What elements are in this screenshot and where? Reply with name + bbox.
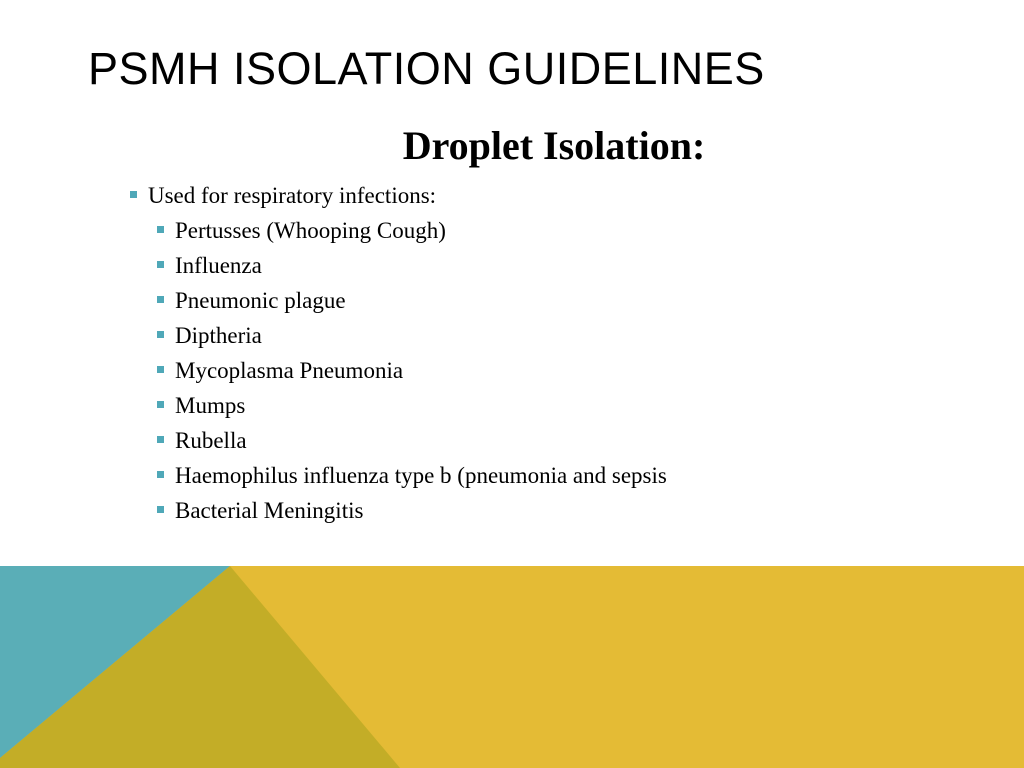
list-item: [157, 353, 667, 388]
list-item: [157, 283, 667, 318]
list-item-text: Bacterial Meningitis: [175, 498, 364, 523]
slide-subtitle: Droplet Isolation:: [402, 123, 706, 168]
square-bullet-icon: [157, 436, 164, 443]
decorative-footer-band: [0, 566, 1024, 768]
square-bullet-icon: [157, 506, 164, 513]
list-item: [157, 213, 667, 248]
square-bullet-icon: [157, 366, 164, 373]
list-item: [157, 248, 667, 283]
square-bullet-icon: [157, 261, 164, 268]
list-item: [157, 423, 667, 458]
square-bullet-icon: [157, 296, 164, 303]
list-item-text: Influenza: [175, 253, 262, 278]
sub-bullet-list: [157, 213, 667, 528]
list-item-text: Used for respiratory infections:: [148, 183, 437, 208]
list-item: [157, 388, 667, 423]
list-item-text: Haemophilus influenza type b (pneumonia and sepsis: [175, 463, 667, 488]
list-item: [157, 458, 667, 493]
square-bullet-icon: [157, 401, 164, 408]
slide-title: PSMH ISOLATION GUIDELINES: [88, 43, 765, 94]
square-bullet-icon: [130, 191, 137, 198]
list-item-text: Pneumonic plague: [175, 288, 346, 313]
list-item-text: Rubella: [175, 428, 247, 453]
square-bullet-icon: [157, 226, 164, 233]
list-item: [130, 178, 667, 528]
square-bullet-icon: [157, 331, 164, 338]
list-item: [157, 493, 667, 528]
list-item-text: Diptheria: [175, 323, 262, 348]
list-item-text: Mycoplasma Pneumonia: [175, 358, 404, 383]
list-item: [157, 318, 667, 353]
bullet-list: [130, 178, 667, 528]
list-item-text: Pertusses (Whooping Cough): [175, 218, 446, 243]
square-bullet-icon: [157, 471, 164, 478]
list-item-text: Mumps: [175, 393, 246, 418]
